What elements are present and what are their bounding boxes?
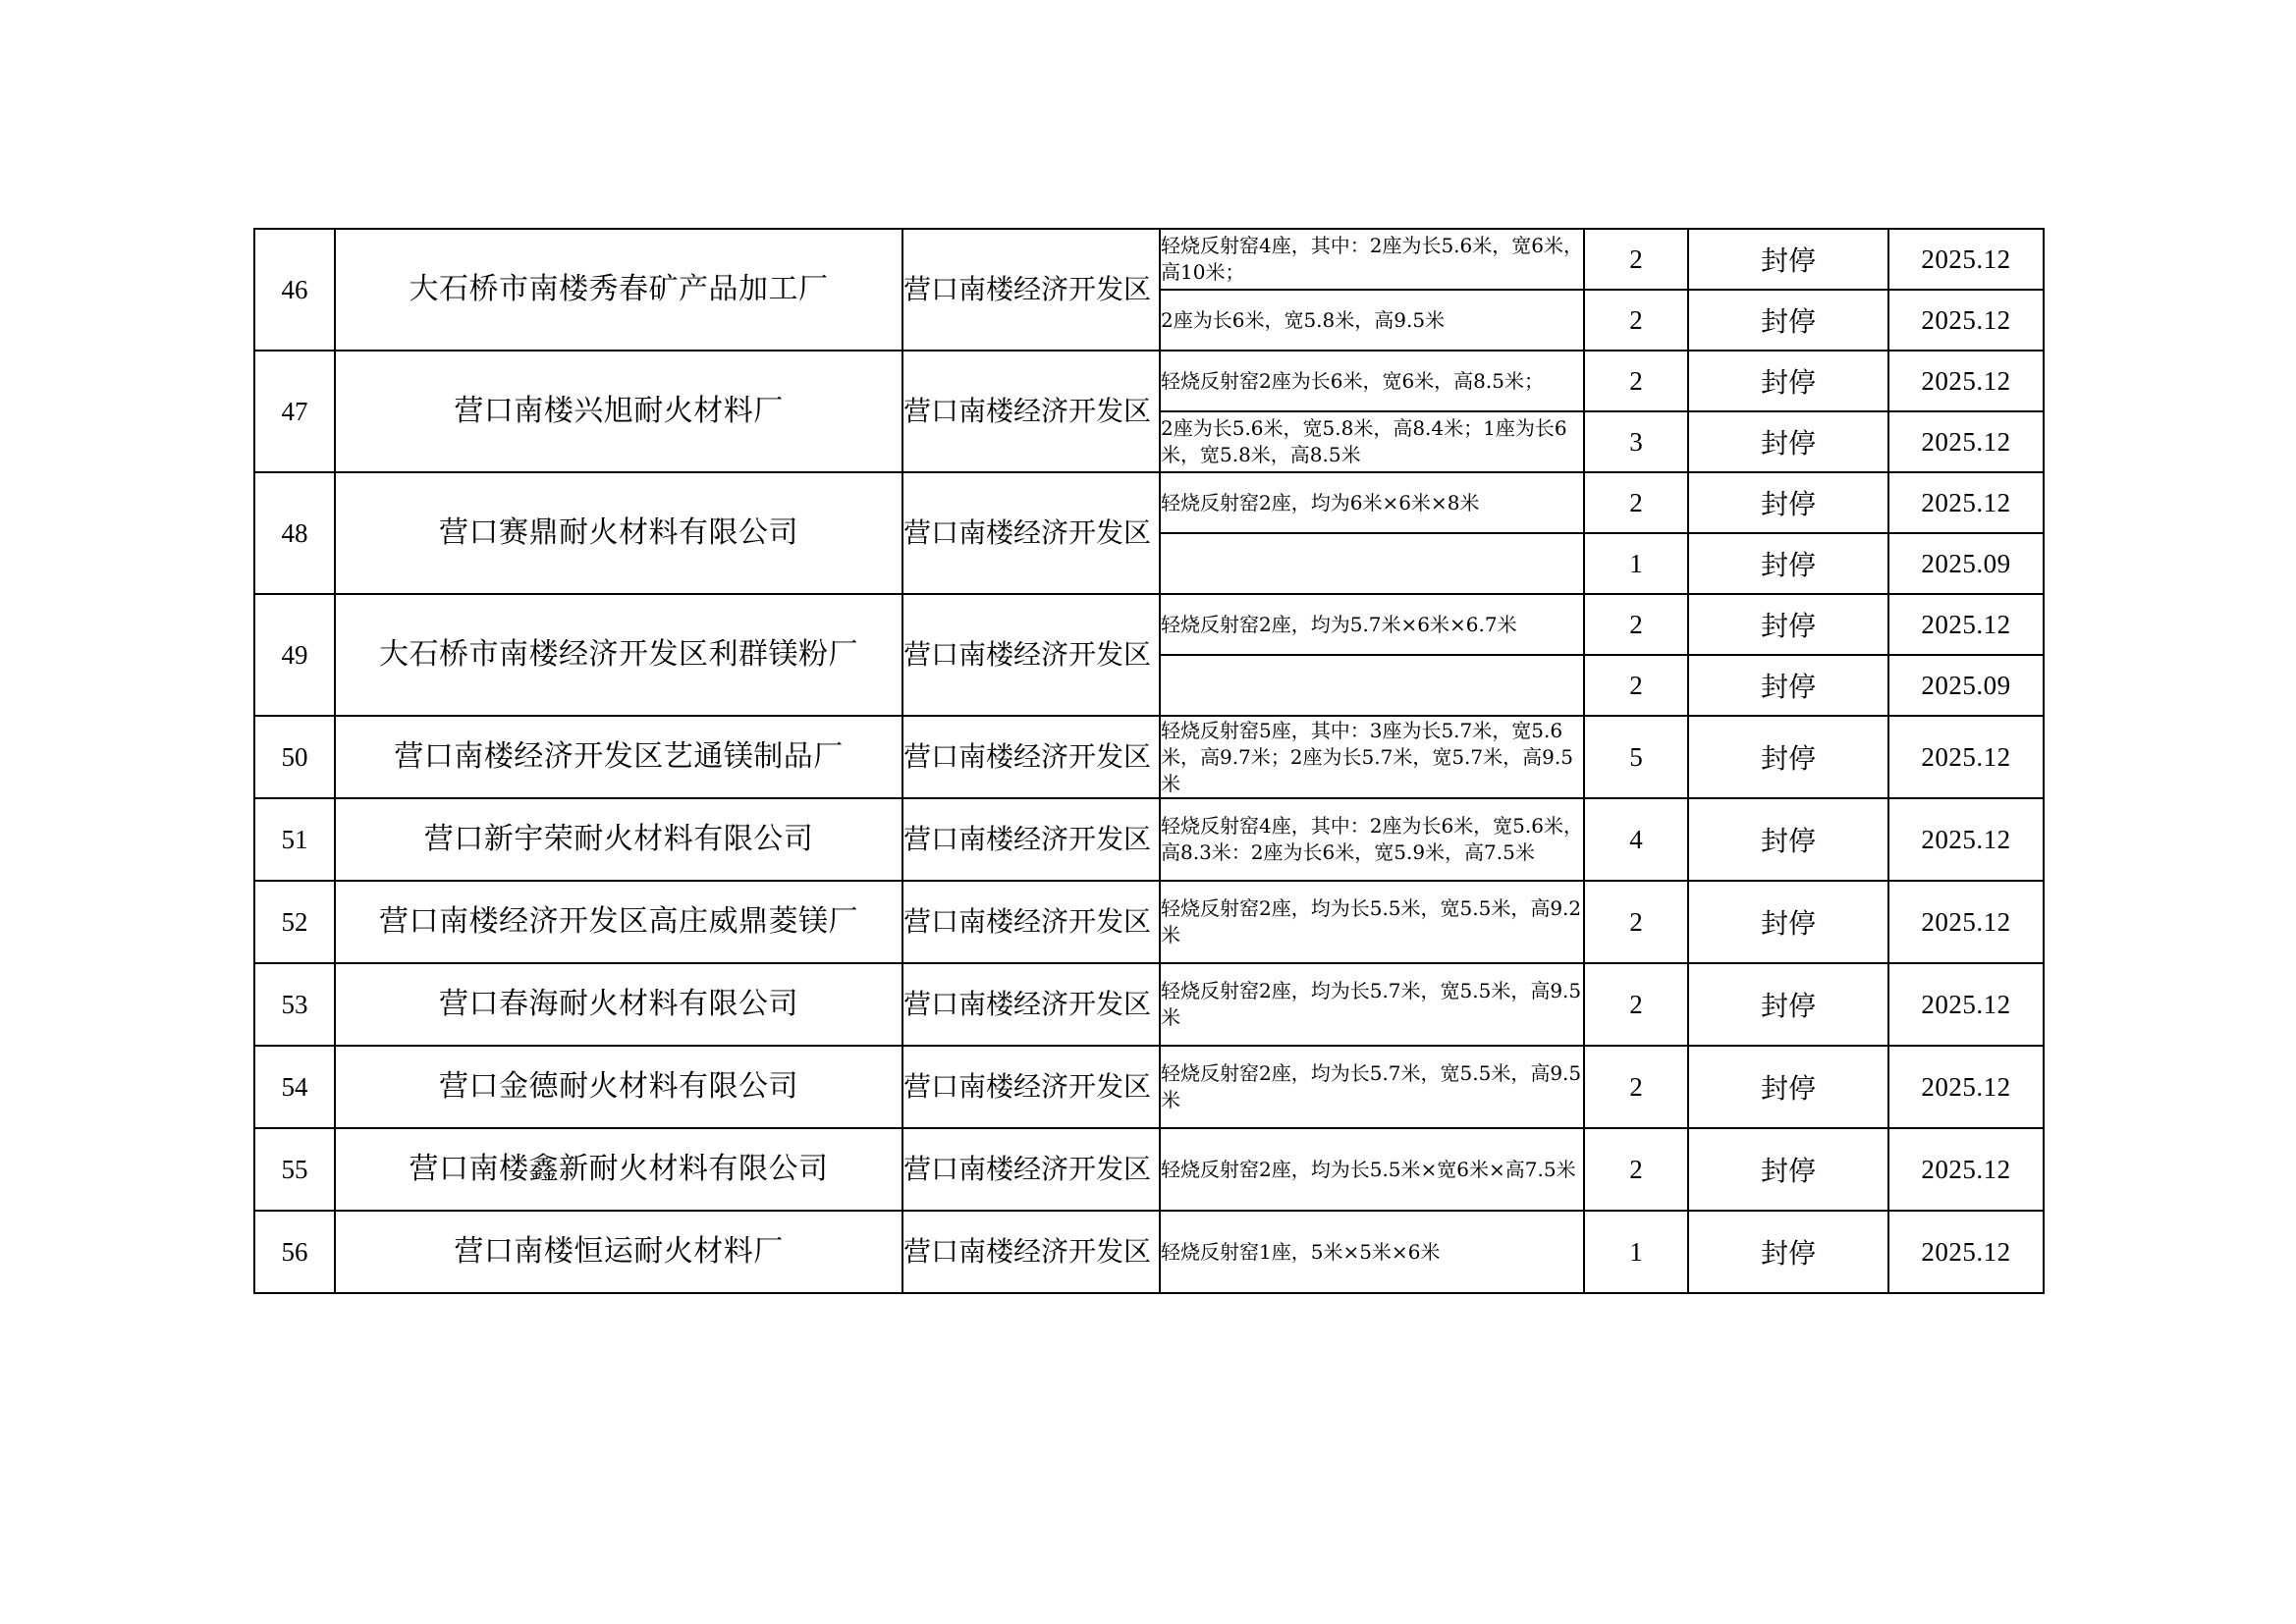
- table-row: [254, 472, 2044, 533]
- cell-deadline: 2025.12: [1888, 472, 2044, 533]
- cell-index: 53: [254, 963, 335, 1046]
- cell-enterprise-name: 营口南楼兴旭耐火材料厂: [335, 351, 902, 472]
- cell-status: 封停: [1688, 655, 1888, 716]
- cell-index: 56: [254, 1211, 335, 1293]
- cell-equipment-description: 轻烧反射窑5座，其中：3座为长5.7米，宽5.6米，高9.7米；2座为长5.7米，宽5.7米，高9.5米: [1160, 716, 1584, 798]
- cell-deadline: 2025.12: [1888, 411, 2044, 472]
- cell-enterprise-name: 营口赛鼎耐火材料有限公司: [335, 472, 902, 594]
- cell-zone: 营口南楼经济开发区: [902, 1211, 1160, 1293]
- cell-deadline: 2025.12: [1888, 594, 2044, 655]
- cell-deadline: 2025.12: [1888, 798, 2044, 881]
- cell-index: 50: [254, 716, 335, 798]
- cell-deadline: 2025.12: [1888, 881, 2044, 963]
- cell-deadline: 2025.12: [1888, 229, 2044, 290]
- cell-equipment-description: [1160, 655, 1584, 716]
- cell-enterprise-name: 营口新宇荣耐火材料有限公司: [335, 798, 902, 881]
- cell-count: 2: [1584, 963, 1688, 1046]
- cell-status: 封停: [1688, 1128, 1888, 1211]
- cell-equipment-description: 轻烧反射窑2座，均为5.7米×6米×6.7米: [1160, 594, 1584, 655]
- cell-status: 封停: [1688, 1211, 1888, 1293]
- cell-deadline: 2025.12: [1888, 1211, 2044, 1293]
- cell-equipment-description: 轻烧反射窑2座为长6米，宽6米，高8.5米；: [1160, 351, 1584, 411]
- cell-zone: 营口南楼经济开发区: [902, 1128, 1160, 1211]
- enterprise-kiln-table: [253, 228, 2045, 1294]
- cell-enterprise-name: 营口南楼经济开发区高庄威鼎菱镁厂: [335, 881, 902, 963]
- cell-enterprise-name: 大石桥市南楼经济开发区利群镁粉厂: [335, 594, 902, 716]
- cell-zone: 营口南楼经济开发区: [902, 798, 1160, 881]
- cell-equipment-description: 轻烧反射窑4座，其中：2座为长6米，宽5.6米，高8.3米：2座为长6米，宽5.9米，高7.5米: [1160, 798, 1584, 881]
- cell-enterprise-name: 营口金德耐火材料有限公司: [335, 1046, 902, 1128]
- cell-status: 封停: [1688, 594, 1888, 655]
- cell-count: 1: [1584, 1211, 1688, 1293]
- cell-equipment-description: 轻烧反射窑4座，其中：2座为长5.6米，宽6米，高10米；: [1160, 229, 1584, 290]
- cell-deadline: 2025.12: [1888, 716, 2044, 798]
- cell-status: 封停: [1688, 881, 1888, 963]
- cell-equipment-description: 2座为长5.6米，宽5.8米，高8.4米；1座为长6米，宽5.8米，高8.5米: [1160, 411, 1584, 472]
- cell-status: 封停: [1688, 229, 1888, 290]
- table-row: [254, 229, 2044, 290]
- cell-equipment-description: [1160, 533, 1584, 594]
- table-row: [254, 594, 2044, 655]
- cell-deadline: 2025.09: [1888, 533, 2044, 594]
- table-row: [254, 1128, 2044, 1211]
- cell-equipment-description: 轻烧反射窑2座，均为长5.5米，宽5.5米，高9.2米: [1160, 881, 1584, 963]
- cell-enterprise-name: 营口南楼经济开发区艺通镁制品厂: [335, 716, 902, 798]
- cell-enterprise-name: 大石桥市南楼秀春矿产品加工厂: [335, 229, 902, 351]
- cell-count: 2: [1584, 1046, 1688, 1128]
- cell-index: 51: [254, 798, 335, 881]
- table-row: [254, 963, 2044, 1046]
- cell-index: 52: [254, 881, 335, 963]
- cell-count: 2: [1584, 1128, 1688, 1211]
- cell-zone: 营口南楼经济开发区: [902, 229, 1160, 351]
- cell-index: 49: [254, 594, 335, 716]
- cell-deadline: 2025.12: [1888, 1046, 2044, 1128]
- cell-count: 2: [1584, 655, 1688, 716]
- cell-count: 2: [1584, 594, 1688, 655]
- table-container: [253, 228, 2043, 1294]
- cell-count: 2: [1584, 229, 1688, 290]
- cell-count: 3: [1584, 411, 1688, 472]
- cell-status: 封停: [1688, 798, 1888, 881]
- cell-zone: 营口南楼经济开发区: [902, 472, 1160, 594]
- cell-index: 55: [254, 1128, 335, 1211]
- cell-zone: 营口南楼经济开发区: [902, 881, 1160, 963]
- table-row: [254, 1046, 2044, 1128]
- cell-count: 2: [1584, 881, 1688, 963]
- cell-status: 封停: [1688, 1046, 1888, 1128]
- table-row: [254, 1211, 2044, 1293]
- cell-enterprise-name: 营口南楼鑫新耐火材料有限公司: [335, 1128, 902, 1211]
- cell-count: 2: [1584, 472, 1688, 533]
- cell-equipment-description: 轻烧反射窑2座，均为长5.7米，宽5.5米，高9.5米: [1160, 1046, 1584, 1128]
- cell-status: 封停: [1688, 963, 1888, 1046]
- cell-enterprise-name: 营口南楼恒运耐火材料厂: [335, 1211, 902, 1293]
- cell-enterprise-name: 营口春海耐火材料有限公司: [335, 963, 902, 1046]
- cell-status: 封停: [1688, 411, 1888, 472]
- cell-index: 54: [254, 1046, 335, 1128]
- cell-zone: 营口南楼经济开发区: [902, 594, 1160, 716]
- cell-deadline: 2025.12: [1888, 290, 2044, 351]
- cell-count: 1: [1584, 533, 1688, 594]
- cell-status: 封停: [1688, 472, 1888, 533]
- cell-status: 封停: [1688, 351, 1888, 411]
- cell-zone: 营口南楼经济开发区: [902, 1046, 1160, 1128]
- cell-status: 封停: [1688, 290, 1888, 351]
- cell-zone: 营口南楼经济开发区: [902, 716, 1160, 798]
- cell-zone: 营口南楼经济开发区: [902, 963, 1160, 1046]
- table-row: [254, 881, 2044, 963]
- table-body: [254, 229, 2044, 1293]
- cell-equipment-description: 轻烧反射窑1座，5米×5米×6米: [1160, 1211, 1584, 1293]
- cell-count: 2: [1584, 351, 1688, 411]
- cell-count: 4: [1584, 798, 1688, 881]
- cell-deadline: 2025.12: [1888, 1128, 2044, 1211]
- cell-index: 46: [254, 229, 335, 351]
- cell-deadline: 2025.09: [1888, 655, 2044, 716]
- cell-index: 47: [254, 351, 335, 472]
- table-row: [254, 798, 2044, 881]
- cell-deadline: 2025.12: [1888, 963, 2044, 1046]
- cell-equipment-description: 2座为长6米，宽5.8米，高9.5米: [1160, 290, 1584, 351]
- cell-equipment-description: 轻烧反射窑2座，均为长5.7米，宽5.5米，高9.5米: [1160, 963, 1584, 1046]
- cell-count: 5: [1584, 716, 1688, 798]
- table-row: [254, 351, 2044, 411]
- table-row: [254, 716, 2044, 798]
- cell-index: 48: [254, 472, 335, 594]
- cell-zone: 营口南楼经济开发区: [902, 351, 1160, 472]
- cell-count: 2: [1584, 290, 1688, 351]
- cell-status: 封停: [1688, 716, 1888, 798]
- cell-equipment-description: 轻烧反射窑2座，均为6米×6米×8米: [1160, 472, 1584, 533]
- cell-equipment-description: 轻烧反射窑2座，均为长5.5米×宽6米×高7.5米: [1160, 1128, 1584, 1211]
- cell-status: 封停: [1688, 533, 1888, 594]
- cell-deadline: 2025.12: [1888, 351, 2044, 411]
